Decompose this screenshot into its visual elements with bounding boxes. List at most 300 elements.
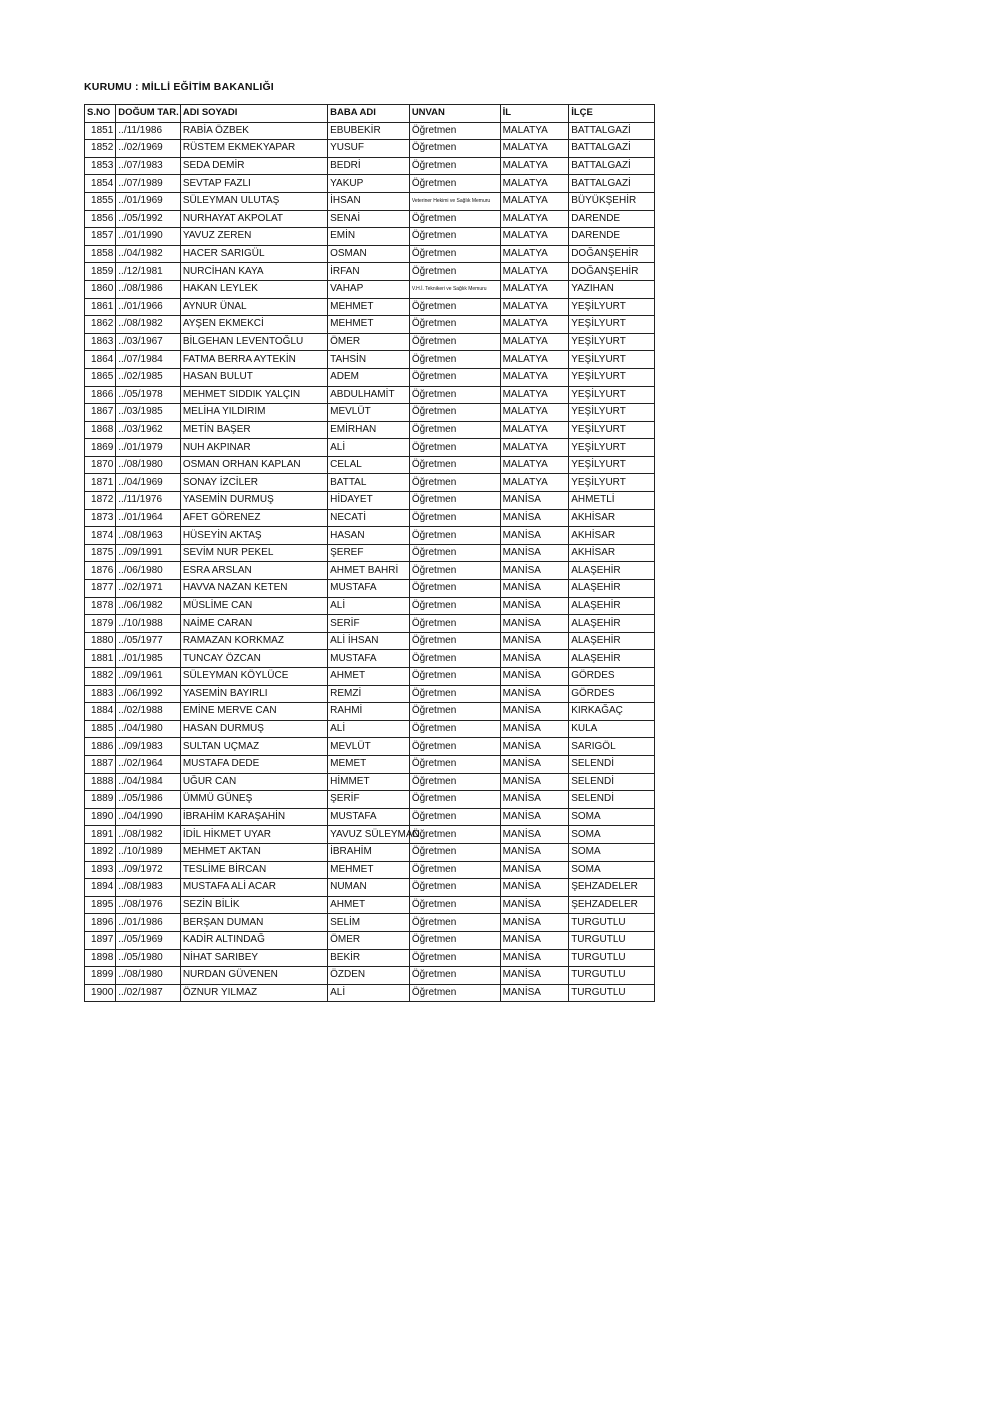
cell-sno: 1862 bbox=[85, 316, 116, 334]
table-row bbox=[85, 843, 655, 861]
cell-birth-date: ../02/1987 bbox=[116, 984, 181, 1002]
cell-district: BATTALGAZİ bbox=[569, 122, 655, 140]
cell-title: Öğretmen bbox=[409, 474, 500, 492]
cell-district: AHMETLİ bbox=[569, 492, 655, 510]
cell-name: UĞUR CAN bbox=[180, 773, 327, 791]
cell-name: AYŞEN EKMEKCİ bbox=[180, 316, 327, 334]
cell-birth-date: ../01/1990 bbox=[116, 228, 181, 246]
cell-father-name: ÖMER bbox=[328, 333, 410, 351]
table-row bbox=[85, 245, 655, 263]
cell-province: MANİSA bbox=[500, 755, 569, 773]
cell-father-name: MEHMET bbox=[328, 298, 410, 316]
cell-district: BATTALGAZİ bbox=[569, 175, 655, 193]
cell-birth-date: ../03/1962 bbox=[116, 421, 181, 439]
cell-province: MANİSA bbox=[500, 492, 569, 510]
cell-province: MANİSA bbox=[500, 509, 569, 527]
cell-title: Öğretmen bbox=[409, 298, 500, 316]
cell-sno: 1861 bbox=[85, 298, 116, 316]
cell-district: DARENDE bbox=[569, 210, 655, 228]
cell-father-name: TAHSİN bbox=[328, 351, 410, 369]
cell-father-name: HİMMET bbox=[328, 773, 410, 791]
cell-name: YASEMİN DURMUŞ bbox=[180, 492, 327, 510]
cell-province: MANİSA bbox=[500, 879, 569, 897]
cell-province: MANİSA bbox=[500, 650, 569, 668]
cell-father-name: MEVLÜT bbox=[328, 738, 410, 756]
cell-birth-date: ../10/1989 bbox=[116, 843, 181, 861]
cell-birth-date: ../02/1988 bbox=[116, 703, 181, 721]
table-row bbox=[85, 192, 655, 210]
cell-name: HASAN DURMUŞ bbox=[180, 720, 327, 738]
cell-sno: 1853 bbox=[85, 157, 116, 175]
cell-title: Öğretmen bbox=[409, 791, 500, 809]
cell-father-name: İBRAHİM bbox=[328, 843, 410, 861]
cell-district: BATTALGAZİ bbox=[569, 140, 655, 158]
cell-district: YEŞİLYURT bbox=[569, 439, 655, 457]
cell-sno: 1893 bbox=[85, 861, 116, 879]
table-row bbox=[85, 668, 655, 686]
cell-father-name: CELAL bbox=[328, 456, 410, 474]
cell-district: ŞEHZADELER bbox=[569, 879, 655, 897]
cell-province: MANİSA bbox=[500, 562, 569, 580]
cell-province: MANİSA bbox=[500, 861, 569, 879]
table-row bbox=[85, 456, 655, 474]
cell-name: MUSTAFA ALİ ACAR bbox=[180, 879, 327, 897]
cell-father-name: MEHMET bbox=[328, 861, 410, 879]
cell-province: MALATYA bbox=[500, 140, 569, 158]
cell-father-name: SENAİ bbox=[328, 210, 410, 228]
cell-father-name: ŞEREF bbox=[328, 544, 410, 562]
cell-birth-date: ../09/1972 bbox=[116, 861, 181, 879]
cell-name: MEHMET AKTAN bbox=[180, 843, 327, 861]
cell-father-name: VAHAP bbox=[328, 280, 410, 298]
cell-name: SEVTAP FAZLI bbox=[180, 175, 327, 193]
cell-sno: 1888 bbox=[85, 773, 116, 791]
cell-sno: 1872 bbox=[85, 492, 116, 510]
cell-name: HACER SARIGÜL bbox=[180, 245, 327, 263]
cell-name: MELİHA YILDIRIM bbox=[180, 404, 327, 422]
cell-birth-date: ../07/1983 bbox=[116, 157, 181, 175]
cell-title: Öğretmen bbox=[409, 668, 500, 686]
cell-district: YEŞİLYURT bbox=[569, 386, 655, 404]
cell-province: MALATYA bbox=[500, 228, 569, 246]
cell-title: Öğretmen bbox=[409, 228, 500, 246]
cell-sno: 1889 bbox=[85, 791, 116, 809]
cell-district: YEŞİLYURT bbox=[569, 298, 655, 316]
column-header-title: UNVAN bbox=[409, 105, 500, 123]
cell-district: YAZIHAN bbox=[569, 280, 655, 298]
table-row bbox=[85, 562, 655, 580]
cell-district: ŞEHZADELER bbox=[569, 896, 655, 914]
cell-sno: 1881 bbox=[85, 650, 116, 668]
cell-father-name: MEMET bbox=[328, 755, 410, 773]
cell-name: SEDA DEMİR bbox=[180, 157, 327, 175]
table-row bbox=[85, 439, 655, 457]
cell-district: TURGUTLU bbox=[569, 914, 655, 932]
cell-district: ALAŞEHİR bbox=[569, 615, 655, 633]
cell-sno: 1899 bbox=[85, 967, 116, 985]
cell-sno: 1896 bbox=[85, 914, 116, 932]
cell-name: ÖZNUR YILMAZ bbox=[180, 984, 327, 1002]
cell-province: MANİSA bbox=[500, 668, 569, 686]
cell-name: KADİR ALTINDAĞ bbox=[180, 931, 327, 949]
cell-father-name: ALİ bbox=[328, 597, 410, 615]
cell-sno: 1864 bbox=[85, 351, 116, 369]
cell-sno: 1878 bbox=[85, 597, 116, 615]
cell-father-name: İHSAN bbox=[328, 192, 410, 210]
cell-birth-date: ../08/1963 bbox=[116, 527, 181, 545]
column-header-name: ADI SOYADI bbox=[180, 105, 327, 123]
cell-title: Öğretmen bbox=[409, 755, 500, 773]
cell-name: NURCİHAN KAYA bbox=[180, 263, 327, 281]
cell-sno: 1897 bbox=[85, 931, 116, 949]
cell-name: NUH AKPINAR bbox=[180, 439, 327, 457]
cell-sno: 1885 bbox=[85, 720, 116, 738]
cell-father-name: ALİ İHSAN bbox=[328, 632, 410, 650]
cell-title: Öğretmen bbox=[409, 492, 500, 510]
cell-province: MANİSA bbox=[500, 597, 569, 615]
cell-birth-date: ../09/1983 bbox=[116, 738, 181, 756]
cell-birth-date: ../08/1976 bbox=[116, 896, 181, 914]
cell-province: MANİSA bbox=[500, 615, 569, 633]
column-header-birth-date: DOĞUM TAR. bbox=[116, 105, 181, 123]
table-row bbox=[85, 140, 655, 158]
cell-province: MALATYA bbox=[500, 263, 569, 281]
cell-name: ÜMMÜ GÜNEŞ bbox=[180, 791, 327, 809]
cell-birth-date: ../08/1982 bbox=[116, 826, 181, 844]
cell-title: Öğretmen bbox=[409, 456, 500, 474]
cell-sno: 1856 bbox=[85, 210, 116, 228]
cell-title: Öğretmen bbox=[409, 632, 500, 650]
cell-birth-date: ../06/1980 bbox=[116, 562, 181, 580]
cell-name: BERŞAN DUMAN bbox=[180, 914, 327, 932]
cell-province: MANİSA bbox=[500, 984, 569, 1002]
column-header-province: İL bbox=[500, 105, 569, 123]
cell-birth-date: ../09/1991 bbox=[116, 544, 181, 562]
cell-birth-date: ../05/1992 bbox=[116, 210, 181, 228]
cell-province: MALATYA bbox=[500, 351, 569, 369]
cell-district: ALAŞEHİR bbox=[569, 562, 655, 580]
cell-sno: 1857 bbox=[85, 228, 116, 246]
cell-province: MALATYA bbox=[500, 386, 569, 404]
cell-district: ALAŞEHİR bbox=[569, 650, 655, 668]
cell-birth-date: ../03/1985 bbox=[116, 404, 181, 422]
table-row bbox=[85, 967, 655, 985]
cell-title: Öğretmen bbox=[409, 368, 500, 386]
cell-father-name: AHMET BAHRİ bbox=[328, 562, 410, 580]
column-header-district: İLÇE bbox=[569, 105, 655, 123]
table-row bbox=[85, 210, 655, 228]
cell-title: Öğretmen bbox=[409, 843, 500, 861]
cell-sno: 1867 bbox=[85, 404, 116, 422]
cell-birth-date: ../04/1990 bbox=[116, 808, 181, 826]
table-row bbox=[85, 368, 655, 386]
cell-father-name: YUSUF bbox=[328, 140, 410, 158]
cell-father-name: SERİF bbox=[328, 615, 410, 633]
cell-father-name: MEHMET bbox=[328, 316, 410, 334]
cell-name: TUNCAY ÖZCAN bbox=[180, 650, 327, 668]
cell-birth-date: ../08/1986 bbox=[116, 280, 181, 298]
cell-sno: 1883 bbox=[85, 685, 116, 703]
cell-birth-date: ../02/1969 bbox=[116, 140, 181, 158]
cell-name: RABİA ÖZBEK bbox=[180, 122, 327, 140]
cell-name: MUSTAFA DEDE bbox=[180, 755, 327, 773]
cell-district: KULA bbox=[569, 720, 655, 738]
cell-title: Öğretmen bbox=[409, 439, 500, 457]
cell-sno: 1871 bbox=[85, 474, 116, 492]
cell-sno: 1873 bbox=[85, 509, 116, 527]
cell-name: SEVİM NUR PEKEL bbox=[180, 544, 327, 562]
table-row bbox=[85, 632, 655, 650]
cell-province: MALATYA bbox=[500, 122, 569, 140]
cell-district: YEŞİLYURT bbox=[569, 351, 655, 369]
cell-title: Öğretmen bbox=[409, 527, 500, 545]
cell-father-name: ABDULHAMİT bbox=[328, 386, 410, 404]
cell-district: ALAŞEHİR bbox=[569, 597, 655, 615]
cell-title: Öğretmen bbox=[409, 175, 500, 193]
cell-birth-date: ../04/1969 bbox=[116, 474, 181, 492]
cell-father-name: AHMET bbox=[328, 896, 410, 914]
cell-birth-date: ../01/1985 bbox=[116, 650, 181, 668]
cell-title: Öğretmen bbox=[409, 931, 500, 949]
cell-birth-date: ../01/1966 bbox=[116, 298, 181, 316]
cell-birth-date: ../02/1985 bbox=[116, 368, 181, 386]
cell-province: MANİSA bbox=[500, 931, 569, 949]
cell-province: MANİSA bbox=[500, 720, 569, 738]
cell-birth-date: ../05/1977 bbox=[116, 632, 181, 650]
cell-birth-date: ../10/1988 bbox=[116, 615, 181, 633]
cell-birth-date: ../08/1982 bbox=[116, 316, 181, 334]
cell-name: MÜSLİME CAN bbox=[180, 597, 327, 615]
cell-title: Öğretmen bbox=[409, 544, 500, 562]
cell-name: RAMAZAN KORKMAZ bbox=[180, 632, 327, 650]
cell-father-name: BEKİR bbox=[328, 949, 410, 967]
cell-district: YEŞİLYURT bbox=[569, 456, 655, 474]
cell-sno: 1863 bbox=[85, 333, 116, 351]
cell-father-name: ÖZDEN bbox=[328, 967, 410, 985]
cell-province: MALATYA bbox=[500, 456, 569, 474]
cell-birth-date: ../04/1982 bbox=[116, 245, 181, 263]
cell-district: AKHİSAR bbox=[569, 544, 655, 562]
cell-province: MANİSA bbox=[500, 896, 569, 914]
table-row bbox=[85, 175, 655, 193]
cell-title: Öğretmen bbox=[409, 597, 500, 615]
cell-name: SÜLEYMAN KÖYLÜCE bbox=[180, 668, 327, 686]
cell-name: NURDAN GÜVENEN bbox=[180, 967, 327, 985]
cell-title: Öğretmen bbox=[409, 263, 500, 281]
cell-father-name: RAHMİ bbox=[328, 703, 410, 721]
cell-title: Öğretmen bbox=[409, 967, 500, 985]
table-row bbox=[85, 122, 655, 140]
cell-birth-date: ../05/1986 bbox=[116, 791, 181, 809]
cell-sno: 1886 bbox=[85, 738, 116, 756]
cell-province: MALATYA bbox=[500, 192, 569, 210]
cell-sno: 1877 bbox=[85, 580, 116, 598]
cell-district: TURGUTLU bbox=[569, 984, 655, 1002]
cell-province: MANİSA bbox=[500, 791, 569, 809]
cell-district: BATTALGAZİ bbox=[569, 157, 655, 175]
cell-birth-date: ../09/1961 bbox=[116, 668, 181, 686]
cell-father-name: REMZİ bbox=[328, 685, 410, 703]
cell-name: HAVVA NAZAN KETEN bbox=[180, 580, 327, 598]
cell-name: HAKAN LEYLEK bbox=[180, 280, 327, 298]
cell-name: SEZİN BİLİK bbox=[180, 896, 327, 914]
page-title: KURUMU : MİLLİ EĞİTİM BAKANLIĞI bbox=[84, 81, 274, 93]
table-row bbox=[85, 949, 655, 967]
table-row bbox=[85, 544, 655, 562]
cell-birth-date: ../05/1980 bbox=[116, 949, 181, 967]
table-row bbox=[85, 316, 655, 334]
cell-title: Öğretmen bbox=[409, 421, 500, 439]
cell-name: HASAN BULUT bbox=[180, 368, 327, 386]
cell-title: Öğretmen bbox=[409, 140, 500, 158]
personnel-table bbox=[84, 104, 655, 1002]
cell-father-name: MEVLÜT bbox=[328, 404, 410, 422]
cell-name: RÜSTEM EKMEKYAPAR bbox=[180, 140, 327, 158]
cell-province: MALATYA bbox=[500, 175, 569, 193]
table-row bbox=[85, 386, 655, 404]
cell-name: AYNUR ÜNAL bbox=[180, 298, 327, 316]
cell-name: NİHAT SARIBEY bbox=[180, 949, 327, 967]
cell-sno: 1882 bbox=[85, 668, 116, 686]
cell-sno: 1854 bbox=[85, 175, 116, 193]
cell-province: MALATYA bbox=[500, 368, 569, 386]
table-row bbox=[85, 421, 655, 439]
cell-district: SELENDİ bbox=[569, 791, 655, 809]
cell-district: YEŞİLYURT bbox=[569, 333, 655, 351]
cell-title: Öğretmen bbox=[409, 509, 500, 527]
cell-province: MALATYA bbox=[500, 404, 569, 422]
cell-district: SELENDİ bbox=[569, 773, 655, 791]
cell-birth-date: ../11/1986 bbox=[116, 122, 181, 140]
cell-title: Öğretmen bbox=[409, 808, 500, 826]
cell-title: Öğretmen bbox=[409, 826, 500, 844]
table-row bbox=[85, 280, 655, 298]
cell-title: Öğretmen bbox=[409, 333, 500, 351]
cell-name: AFET GÖRENEZ bbox=[180, 509, 327, 527]
cell-name: YASEMİN BAYIRLI bbox=[180, 685, 327, 703]
cell-sno: 1887 bbox=[85, 755, 116, 773]
cell-district: SOMA bbox=[569, 826, 655, 844]
cell-sno: 1898 bbox=[85, 949, 116, 967]
cell-name: SULTAN UÇMAZ bbox=[180, 738, 327, 756]
cell-province: MALATYA bbox=[500, 245, 569, 263]
cell-title: Öğretmen bbox=[409, 861, 500, 879]
cell-birth-date: ../01/1986 bbox=[116, 914, 181, 932]
cell-name: İDİL HİKMET UYAR bbox=[180, 826, 327, 844]
cell-title: Öğretmen bbox=[409, 404, 500, 422]
cell-title: Öğretmen bbox=[409, 562, 500, 580]
cell-name: TESLİME BİRCAN bbox=[180, 861, 327, 879]
cell-name: SÜLEYMAN ULUTAŞ bbox=[180, 192, 327, 210]
cell-title: V.H.İ. Teknikeri ve Sağlık Memuru bbox=[409, 280, 500, 298]
cell-title: Öğretmen bbox=[409, 949, 500, 967]
table-row bbox=[85, 685, 655, 703]
cell-father-name: SELİM bbox=[328, 914, 410, 932]
cell-birth-date: ../06/1982 bbox=[116, 597, 181, 615]
cell-birth-date: ../04/1980 bbox=[116, 720, 181, 738]
table-row bbox=[85, 826, 655, 844]
table-row bbox=[85, 597, 655, 615]
cell-province: MANİSA bbox=[500, 808, 569, 826]
cell-province: MALATYA bbox=[500, 333, 569, 351]
cell-father-name: MUSTAFA bbox=[328, 808, 410, 826]
cell-title: Öğretmen bbox=[409, 580, 500, 598]
cell-district: AKHİSAR bbox=[569, 527, 655, 545]
table-row bbox=[85, 791, 655, 809]
table-row bbox=[85, 720, 655, 738]
cell-sno: 1852 bbox=[85, 140, 116, 158]
table-body bbox=[85, 122, 655, 1002]
table-row bbox=[85, 896, 655, 914]
cell-father-name: EMİRHAN bbox=[328, 421, 410, 439]
cell-province: MANİSA bbox=[500, 914, 569, 932]
cell-province: MALATYA bbox=[500, 421, 569, 439]
cell-name: NAİME CARAN bbox=[180, 615, 327, 633]
cell-birth-date: ../03/1967 bbox=[116, 333, 181, 351]
cell-district: ALAŞEHİR bbox=[569, 580, 655, 598]
cell-birth-date: ../05/1969 bbox=[116, 931, 181, 949]
cell-title: Öğretmen bbox=[409, 720, 500, 738]
cell-district: DOĞANŞEHİR bbox=[569, 263, 655, 281]
cell-title: Öğretmen bbox=[409, 122, 500, 140]
cell-father-name: HASAN bbox=[328, 527, 410, 545]
cell-name: OSMAN ORHAN KAPLAN bbox=[180, 456, 327, 474]
table-row bbox=[85, 703, 655, 721]
cell-birth-date: ../01/1979 bbox=[116, 439, 181, 457]
cell-name: ESRA ARSLAN bbox=[180, 562, 327, 580]
cell-district: ALAŞEHİR bbox=[569, 632, 655, 650]
cell-name: EMİNE MERVE CAN bbox=[180, 703, 327, 721]
cell-title: Öğretmen bbox=[409, 703, 500, 721]
cell-province: MANİSA bbox=[500, 580, 569, 598]
table-row bbox=[85, 879, 655, 897]
table-row bbox=[85, 157, 655, 175]
table-row bbox=[85, 228, 655, 246]
cell-title: Öğretmen bbox=[409, 210, 500, 228]
cell-father-name: ALİ bbox=[328, 720, 410, 738]
table-row bbox=[85, 773, 655, 791]
cell-sno: 1860 bbox=[85, 280, 116, 298]
table-header-row bbox=[85, 105, 655, 123]
cell-father-name: OSMAN bbox=[328, 245, 410, 263]
cell-father-name: ALİ bbox=[328, 984, 410, 1002]
cell-sno: 1865 bbox=[85, 368, 116, 386]
cell-title: Öğretmen bbox=[409, 685, 500, 703]
cell-district: DOĞANŞEHİR bbox=[569, 245, 655, 263]
table-row bbox=[85, 808, 655, 826]
cell-province: MANİSA bbox=[500, 685, 569, 703]
cell-father-name: ŞERİF bbox=[328, 791, 410, 809]
cell-name: MEHMET SIDDIK YALÇIN bbox=[180, 386, 327, 404]
cell-name: NURHAYAT AKPOLAT bbox=[180, 210, 327, 228]
cell-birth-date: ../01/1964 bbox=[116, 509, 181, 527]
cell-province: MALATYA bbox=[500, 298, 569, 316]
cell-district: SOMA bbox=[569, 861, 655, 879]
cell-title: Öğretmen bbox=[409, 351, 500, 369]
table-row bbox=[85, 333, 655, 351]
cell-title: Öğretmen bbox=[409, 650, 500, 668]
cell-sno: 1895 bbox=[85, 896, 116, 914]
cell-title: Öğretmen bbox=[409, 245, 500, 263]
cell-district: GÖRDES bbox=[569, 668, 655, 686]
cell-province: MANİSA bbox=[500, 967, 569, 985]
cell-district: YEŞİLYURT bbox=[569, 421, 655, 439]
cell-title: Öğretmen bbox=[409, 896, 500, 914]
cell-district: KIRKAĞAÇ bbox=[569, 703, 655, 721]
cell-title: Öğretmen bbox=[409, 773, 500, 791]
cell-sno: 1879 bbox=[85, 615, 116, 633]
cell-province: MANİSA bbox=[500, 632, 569, 650]
